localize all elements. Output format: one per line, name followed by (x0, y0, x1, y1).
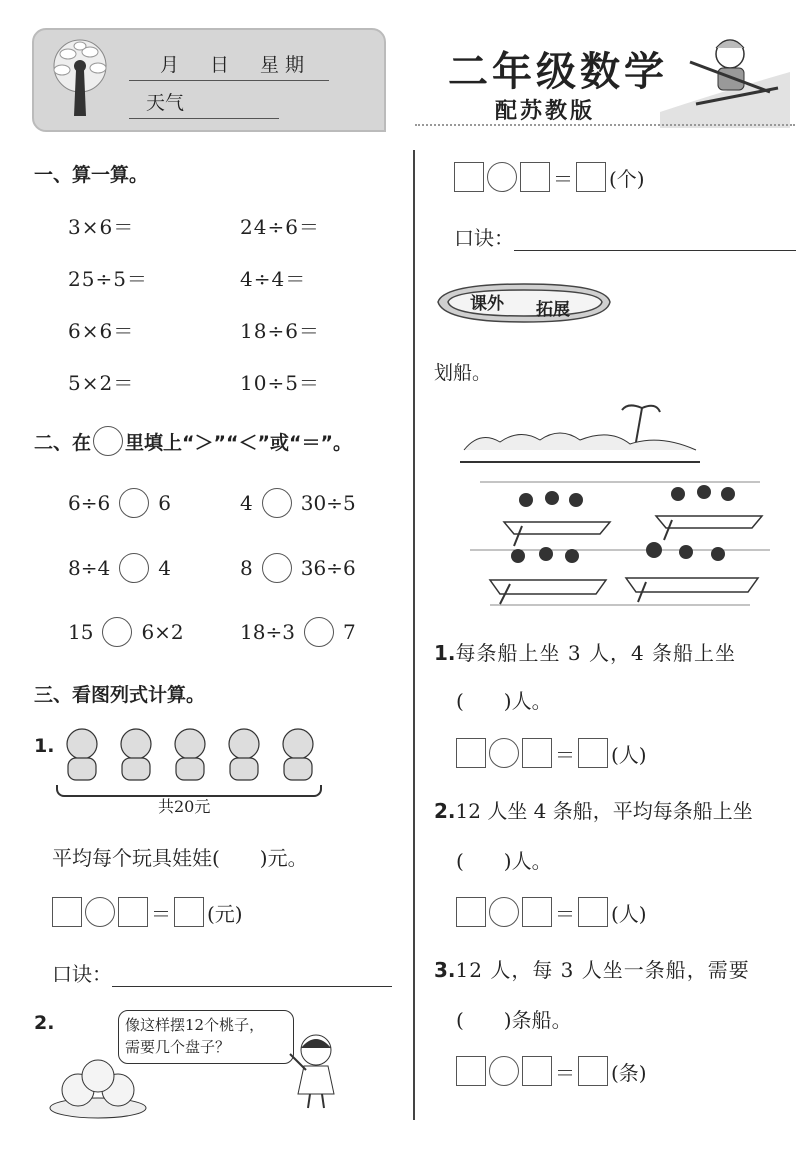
answer-box[interactable] (522, 897, 552, 927)
answer-box[interactable] (578, 1056, 608, 1086)
boat-q2-equation: ＝ (人) (456, 897, 647, 927)
compare-right: 30÷5 (300, 491, 356, 515)
problem-5: 6×6＝ (68, 319, 135, 343)
answer-box[interactable] (174, 897, 204, 927)
answer-box[interactable] (522, 738, 552, 768)
answer-box[interactable] (578, 738, 608, 768)
q1-equation: ＝ (元) (52, 897, 243, 927)
section2-title-prefix: 二、在 (34, 431, 92, 454)
tree-logo-icon (40, 36, 120, 122)
answer-box[interactable] (118, 897, 148, 927)
boat-q3-number: 3. (434, 958, 456, 982)
q1-number: 1. (34, 735, 55, 757)
book-title: 二年级数学 (448, 49, 668, 95)
section3-title: 三、看图列式计算。 (34, 684, 206, 706)
boat-q2-number: 2. (434, 799, 456, 823)
koujue-label: 口诀： (52, 962, 112, 986)
problem-3: 25÷5＝ (68, 267, 148, 291)
operator-circle[interactable] (487, 162, 517, 192)
problem-6: 18÷6＝ (240, 319, 320, 343)
boat-q2-text: 12 人坐 4 条船，平均每条船上坐 (455, 799, 753, 823)
boat-q3 (434, 954, 750, 983)
dolls-illustration (56, 726, 320, 788)
compare-circle[interactable] (119, 553, 149, 583)
top-equation: ＝ (个) (454, 162, 645, 192)
boat-q3-blank: ( )条船。 (456, 1008, 572, 1032)
compare-circle[interactable] (262, 553, 292, 583)
compare-right: 4 (158, 556, 171, 580)
compare-row-2 (240, 488, 356, 518)
section2-title-suffix: 里填上“＞”“＜”或“＝”。 (125, 431, 352, 454)
answer-box[interactable] (576, 162, 606, 192)
compare-right: 6 (158, 491, 171, 515)
column-divider (413, 150, 415, 1120)
compare-circle[interactable] (119, 488, 149, 518)
weather-label: 天气 (146, 92, 185, 114)
boat-q3-equation: ＝ (条) (456, 1056, 647, 1086)
total-price-label: 共20元 (158, 797, 211, 816)
operator-circle[interactable] (85, 897, 115, 927)
compare-circle[interactable] (102, 617, 132, 647)
unit-label: (人) (611, 742, 647, 767)
extension-badge (434, 278, 614, 328)
header-wave-divider (415, 124, 795, 130)
skier-illustration (660, 32, 790, 128)
circle-symbol-icon (93, 426, 123, 456)
date-weather-box (32, 28, 386, 132)
answer-box[interactable] (456, 897, 486, 927)
speech-line-1: 像这样摆12个桃子， (125, 1016, 265, 1034)
compare-left: 6÷6 (68, 491, 111, 515)
koujue-label: 口诀： (454, 226, 514, 250)
problem-2: 24÷6＝ (240, 215, 320, 239)
q1-question: 平均每个玩具娃娃( )元。 (52, 846, 308, 870)
badge-text-2: 拓展 (536, 300, 570, 320)
speech-line-2: 需要几个盘子？ (125, 1038, 231, 1056)
operator-circle[interactable] (489, 738, 519, 768)
badge-text-1: 课外 (470, 294, 504, 314)
answer-box[interactable] (522, 1056, 552, 1086)
boat-q2 (434, 795, 753, 824)
koujue-input[interactable] (514, 228, 796, 251)
answer-box[interactable] (456, 1056, 486, 1086)
compare-circle[interactable] (262, 488, 292, 518)
compare-row-6 (240, 617, 356, 647)
date-label: 月 日 星期 (160, 54, 311, 76)
operator-circle[interactable] (489, 897, 519, 927)
girl-illustration (286, 1030, 344, 1110)
compare-row-5 (68, 617, 184, 647)
unit-label: (人) (611, 901, 647, 926)
unit-label: (个) (609, 166, 645, 191)
edition-label: 配苏教版 (495, 99, 596, 124)
q2-number: 2. (34, 1012, 55, 1034)
rowing-boats-illustration (460, 400, 780, 615)
operator-circle[interactable] (489, 1056, 519, 1086)
compare-circle[interactable] (304, 617, 334, 647)
answer-box[interactable] (520, 162, 550, 192)
answer-box[interactable] (456, 738, 486, 768)
boat-q1-number: 1. (434, 641, 456, 665)
compare-left: 4 (240, 491, 253, 515)
compare-left: 8 (240, 556, 253, 580)
topic-label: 划船。 (434, 362, 492, 384)
problem-8: 10÷5＝ (240, 371, 320, 395)
compare-left: 15 (68, 620, 94, 644)
boat-q3-text: 12 人，每 3 人坐一条船，需要 (455, 958, 750, 982)
boat-q1-blank: ( )人。 (456, 689, 552, 713)
answer-box[interactable] (578, 897, 608, 927)
answer-box[interactable] (52, 897, 82, 927)
unit-label: (元) (207, 901, 243, 926)
compare-right: 7 (342, 620, 356, 644)
compare-left: 18÷3 (240, 620, 295, 644)
koujue-row (52, 958, 392, 987)
peaches-plate-illustration (46, 1052, 150, 1122)
compare-row-4 (240, 553, 356, 583)
problem-1: 3×6＝ (68, 215, 135, 239)
section1-title: 一、算一算。 (34, 164, 149, 186)
compare-right: 6×2 (141, 620, 184, 644)
compare-row-3 (68, 553, 171, 583)
answer-box[interactable] (454, 162, 484, 192)
compare-right: 36÷6 (300, 556, 356, 580)
section2-title (34, 426, 352, 456)
unit-label: (条) (611, 1060, 647, 1085)
boat-q1-text: 每条船上坐 3 人，4 条船上坐 (455, 641, 737, 665)
compare-row-1 (68, 488, 171, 518)
boat-q1-equation: ＝ (人) (456, 738, 647, 768)
boat-q2-blank: ( )人。 (456, 849, 552, 873)
compare-left: 8÷4 (68, 556, 111, 580)
right-koujue-row (454, 222, 796, 251)
koujue-input[interactable] (112, 964, 392, 987)
problem-7: 5×2＝ (68, 371, 135, 395)
boat-q1 (434, 637, 736, 666)
problem-4: 4÷4＝ (240, 267, 307, 291)
